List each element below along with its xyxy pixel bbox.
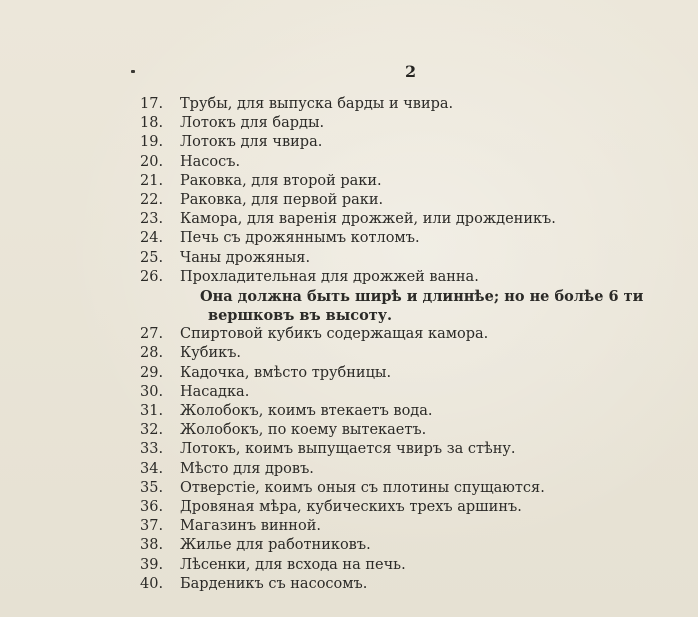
entry-number: 30. xyxy=(140,383,164,400)
legend-entry xyxy=(140,191,692,210)
legend-entry xyxy=(140,536,692,555)
entry-text: Магазинъ винной. xyxy=(180,518,321,535)
legend-entry xyxy=(140,383,692,402)
entry-number: 32. xyxy=(140,422,164,439)
entry-number: 33. xyxy=(140,441,164,458)
entry-text: Лотокъ для чвира. xyxy=(180,134,323,151)
legend-entry xyxy=(140,268,692,287)
entry-text: Кадочка, вмѣсто трубницы. xyxy=(180,364,392,381)
entry-text: Лотокъ, коимъ выпущается чвиръ за стѣну. xyxy=(180,441,516,458)
legend-entry xyxy=(140,172,692,191)
entry-number: 22. xyxy=(140,191,164,208)
legend-entry xyxy=(140,95,692,114)
entry-number: 29. xyxy=(140,364,164,381)
entry-text: Мѣсто для дровъ. xyxy=(180,460,314,477)
entry-number: 17. xyxy=(140,96,164,112)
legend-entry-note xyxy=(140,287,692,306)
entry-text: Раковка, для первой раки. xyxy=(180,191,384,208)
entry-text: Лотокъ для барды. xyxy=(180,115,325,132)
entry-text: Насосъ. xyxy=(180,153,241,170)
entry-text: Кубикъ. xyxy=(180,345,242,362)
legend-entry xyxy=(140,133,692,152)
entry-text: Насадка. xyxy=(180,383,250,400)
legend-entry xyxy=(140,460,692,479)
entry-text: Трубы, для выпуска барды и чвира. xyxy=(180,96,454,112)
entry-number: 27. xyxy=(140,326,164,343)
entry-number: 34. xyxy=(140,460,164,477)
legend-entry xyxy=(140,210,692,229)
entry-text: Чаны дрожяныя. xyxy=(180,249,311,266)
legend-entry xyxy=(140,325,692,344)
legend-entry xyxy=(140,517,692,536)
entry-number: 26. xyxy=(140,268,164,285)
entry-text: Жолобокъ, по коему вытекаетъ. xyxy=(180,422,427,439)
legend-list xyxy=(140,95,692,594)
ink-mark xyxy=(131,70,135,73)
legend-entry xyxy=(140,114,692,133)
entry-text: Камора, для варенія дрожжей, или дрожденикъ. xyxy=(180,211,556,228)
entry-text: Отверстіе, коимъ оныя съ плотины спущаются. xyxy=(180,479,545,496)
entry-number: 19. xyxy=(140,134,164,151)
entry-number: 28. xyxy=(140,345,164,362)
entry-text: Барденикъ съ насосомъ. xyxy=(180,575,368,592)
legend-entry xyxy=(140,421,692,440)
entry-text: Дровяная мѣра, кубическихъ трехъ аршинъ. xyxy=(180,498,522,515)
legend-entry xyxy=(140,249,692,268)
legend-entry xyxy=(140,479,692,498)
legend-entry xyxy=(140,440,692,459)
legend-entry xyxy=(140,344,692,363)
entry-text: Жолобокъ, коимъ втекаетъ вода. xyxy=(180,403,433,419)
entry-number: 24. xyxy=(140,230,164,247)
legend-entry xyxy=(140,402,692,421)
entry-number xyxy=(140,287,180,306)
entry-text: Спиртовой кубикъ содержащая камора. xyxy=(180,326,489,343)
entry-number xyxy=(140,306,180,325)
entry-note-text: Она должна быть ширѣ и длиннѣе; но не болѣе 6 ти xyxy=(200,287,644,305)
entry-number: 35. xyxy=(140,479,164,496)
page-number: 2 xyxy=(405,62,417,81)
legend-entry xyxy=(140,575,692,594)
entry-number: 40. xyxy=(140,575,164,592)
entry-number: 25. xyxy=(140,249,164,266)
entry-number: 21. xyxy=(140,172,164,189)
entry-number: 39. xyxy=(140,556,164,573)
entry-text: Лѣсенки, для всхода на печь. xyxy=(180,556,406,573)
entry-number: 36. xyxy=(140,498,164,515)
entry-number: 38. xyxy=(140,537,164,554)
entry-note-text: вершковъ въ высоту. xyxy=(208,307,393,325)
entry-text: Жилье для работниковъ. xyxy=(180,537,371,554)
legend-entry xyxy=(140,556,692,575)
legend-entry xyxy=(140,498,692,517)
entry-number: 37. xyxy=(140,518,164,535)
entry-number: 20. xyxy=(140,153,164,170)
entry-text: Раковка, для второй раки. xyxy=(180,172,382,189)
entry-text: Прохладительная для дрожжей ванна. xyxy=(180,268,479,285)
legend-entry xyxy=(140,229,692,248)
legend-entry-note xyxy=(140,306,692,325)
entry-number: 31. xyxy=(140,403,164,419)
legend-entry xyxy=(140,364,692,383)
entry-number: 18. xyxy=(140,115,164,132)
entry-number: 23. xyxy=(140,211,164,228)
legend-entry xyxy=(140,153,692,172)
entry-text: Печь съ дрожяннымъ котломъ. xyxy=(180,230,420,247)
